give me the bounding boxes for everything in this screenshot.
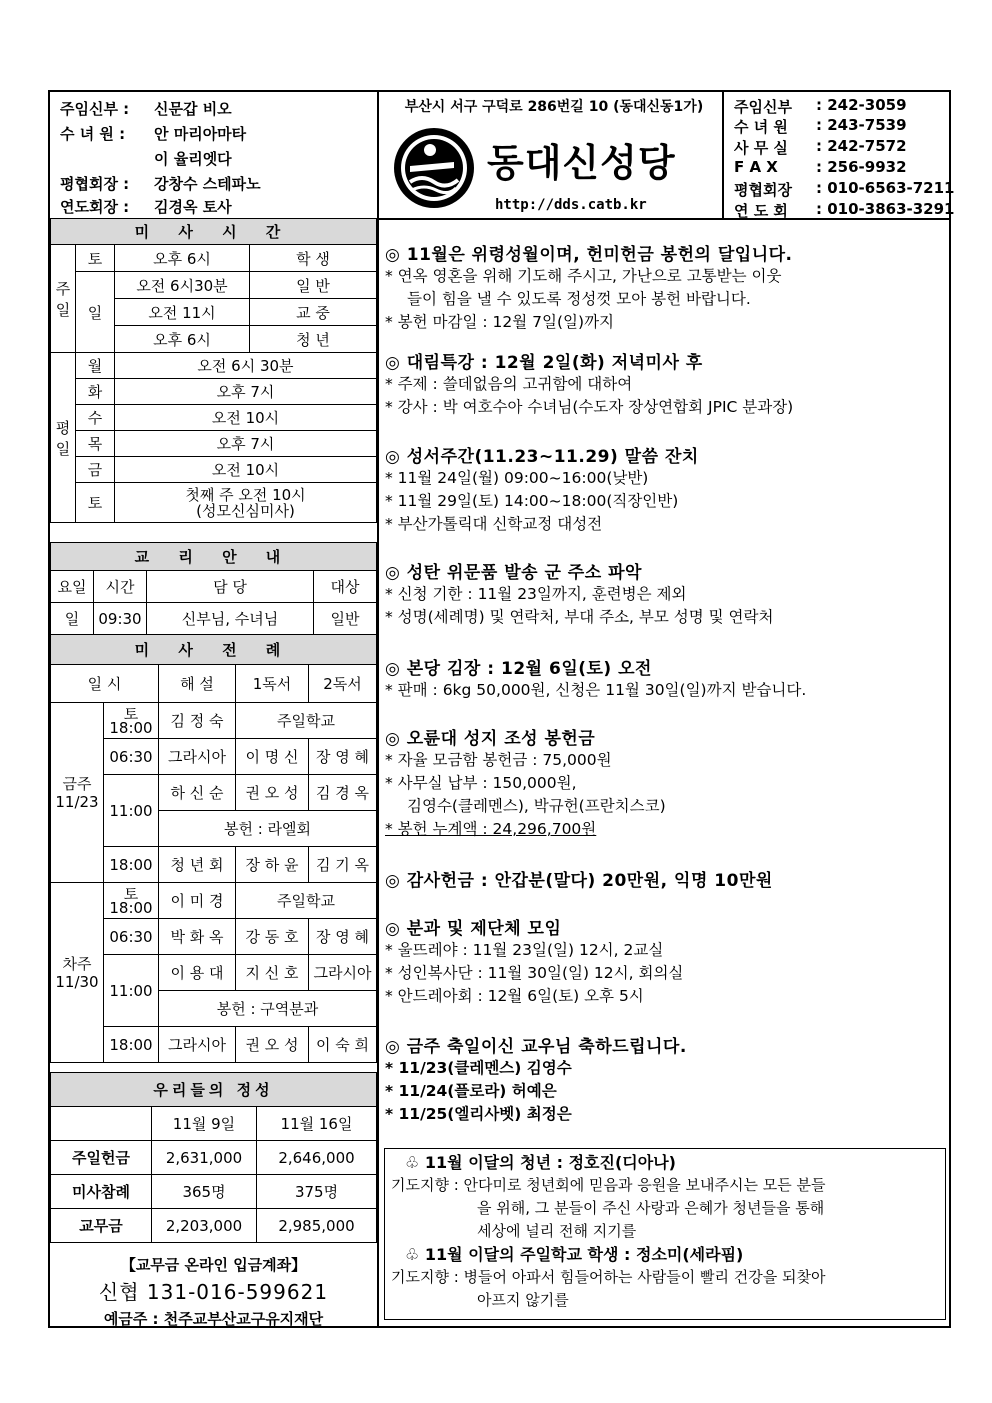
church-title: 동대신성당: [487, 141, 676, 185]
notice-line: * 11/25(엘리사벳) 최정은: [385, 1105, 572, 1123]
notice-title: ◎ 분과 및 제단체 모임: [385, 919, 562, 939]
account-number: 신협 131-016-599621: [98, 1280, 329, 1304]
notice: [385, 558, 950, 629]
cell: 일: [51, 603, 94, 635]
weekday: 토: [76, 483, 115, 523]
notice-line: * 11/24(플로라) 허예은: [385, 1082, 557, 1100]
weekday: 금: [76, 457, 115, 483]
contact-k: 평협회장: [734, 181, 792, 199]
notice-line: * 성명(세례명) 및 연락처, 부대 주소, 부모 성명 및 연락처: [385, 608, 774, 626]
sun-label: 일: [76, 272, 115, 353]
cell: 김 정 숙: [159, 703, 236, 739]
staff-v: 강창수 스테파노: [154, 175, 261, 193]
notice-title: ◎ 성서주간(11.23~11.29) 말씀 잔치: [385, 447, 699, 467]
col-header: 일 시: [51, 665, 159, 703]
contact-v: : 242-7572: [816, 137, 907, 155]
staff-k: 수 녀 원 :: [60, 125, 126, 143]
liturgy-table: [50, 634, 377, 1063]
youth-line: 을 위해, 그 분들이 주신 사랑과 은혜가 청년들을 통해: [477, 1199, 825, 1217]
mass-time: 오전 10시: [115, 457, 377, 483]
cell: 주일학교: [236, 703, 377, 739]
cell: 그라시아: [159, 1027, 236, 1063]
contact-k: 사 무 실: [734, 139, 788, 157]
col-header: 요일: [51, 571, 94, 603]
week-name: 금주: [62, 774, 92, 793]
mass-time: 오후 6시: [115, 245, 250, 272]
doctrine-table: [50, 542, 377, 635]
notice-line: * 성인복사단 : 11월 30일(일) 12시, 회의실: [385, 964, 684, 982]
youth-title: ♧ 11월 이달의 청년 : 정호진(디아나): [405, 1153, 676, 1172]
notice: [385, 348, 950, 419]
mass-group: 교 중: [250, 299, 377, 326]
week-label: [51, 883, 104, 1063]
cell: 김 경 옥: [309, 775, 377, 811]
col-header: 대상: [314, 571, 377, 603]
weekday: 수: [76, 405, 115, 431]
staff-v: 신문갑 비오: [154, 100, 232, 118]
notice-line: * 11월 24일(월) 09:00~16:00(낮반): [385, 469, 649, 487]
mass-time: 오전 6시30분: [115, 272, 250, 299]
offering-table: [50, 1072, 377, 1243]
col-header: 시간: [94, 571, 147, 603]
time: 06:30: [104, 919, 159, 955]
mass-time: 오후 7시: [115, 379, 377, 405]
cell: 2,631,000: [152, 1141, 257, 1175]
cell: 신부님, 수녀님: [147, 603, 314, 635]
notice-line: * 11/23(클레멘스) 김영수: [385, 1059, 572, 1077]
notice-title: ◎ 성탄 위문품 발송 군 주소 파악: [385, 563, 642, 583]
cell: 권 오 성: [236, 775, 309, 811]
bulletin-frame: [48, 90, 955, 1328]
notice-line: 김영수(클레멘스), 박규헌(프란치스코): [407, 797, 666, 815]
offering-title: 우리들의 정성: [51, 1073, 377, 1107]
mass-group: 학 생: [250, 245, 377, 272]
week-date: 11/23: [55, 792, 99, 811]
cell: 강 동 호: [236, 919, 309, 955]
notice-title: ◎ 감사헌금 : 안갑분(말다) 20만원, 익명 10만원: [385, 871, 773, 891]
staff-k: 주임신부 :: [60, 100, 130, 118]
contact-k: 수 녀 원: [734, 118, 788, 136]
staff-v: 김경옥 토사: [154, 198, 232, 216]
cell: 그라시아: [309, 955, 377, 991]
cell: 2,985,000: [257, 1209, 377, 1243]
notice-line: * 사무실 납부 : 150,000원,: [385, 774, 577, 792]
col-header: 2독서: [309, 665, 377, 703]
sat-mark: 토: [123, 704, 139, 723]
youth-box: [384, 1148, 946, 1320]
row-label: 미사참례: [51, 1175, 152, 1209]
account-block: [50, 1252, 377, 1332]
church-logo-icon: [390, 124, 478, 212]
mass-time-sub: (성모신심미사): [196, 501, 295, 520]
church-address: 부산시 서구 구덕로 286번길 10 (동대신동1가): [404, 99, 704, 115]
staff-v: 이 율리엣다: [154, 150, 232, 168]
sat-label: 토: [76, 245, 115, 272]
time: 18:00: [104, 1027, 159, 1063]
cell: 지 신 호: [236, 955, 309, 991]
time: 11:00: [104, 955, 159, 1027]
cell: 2,203,000: [152, 1209, 257, 1243]
row-label: 주일헌금: [51, 1141, 152, 1175]
cell: 365명: [152, 1175, 257, 1209]
notice: [385, 654, 950, 702]
contact-k: F A X: [734, 158, 778, 176]
cell: 이 명 신: [236, 739, 309, 775]
cell: 이 미 경: [159, 883, 236, 919]
notice-title: ◎ 오륜대 성지 조성 봉헌금: [385, 729, 596, 749]
notice-line: * 주제 : 쓸데없음의 고귀함에 대하여: [385, 375, 633, 393]
time-cell: [104, 883, 159, 919]
cell: 하 신 순: [159, 775, 236, 811]
time: 18:00: [109, 718, 153, 737]
notice-line: 들이 힘을 낼 수 있도록 정성껏 모아 봉헌 바랍니다.: [407, 290, 751, 308]
contact-v: : 242-3059: [816, 96, 907, 114]
mass-group: 청 년: [250, 326, 377, 353]
week-date: 11/30: [55, 972, 99, 991]
cell: 김 기 옥: [309, 847, 377, 883]
cell: 박 화 옥: [159, 919, 236, 955]
cell: 청 년 회: [159, 847, 236, 883]
notice-line: * 11월 29일(토) 14:00~18:00(직장인반): [385, 492, 679, 510]
sat-mark: 토: [123, 884, 139, 903]
cell: 일반: [314, 603, 377, 635]
sunday-label: 주일: [51, 245, 76, 353]
cell: 봉헌 : 라엘회: [159, 811, 377, 847]
row-label: 교무금: [51, 1209, 152, 1243]
notice-line: * 안드레아회 : 12월 6일(토) 오후 5시: [385, 987, 644, 1005]
mass-time: [115, 483, 377, 523]
staff-k: 평협회장 :: [60, 175, 130, 193]
cell: 권 오 성: [236, 1027, 309, 1063]
mass-time: 오전 11시: [115, 299, 250, 326]
week-name: 차주: [62, 954, 92, 973]
header: [50, 92, 955, 220]
notice-title: ◎ 11월은 위령성월이며, 헌미헌금 봉헌의 달입니다.: [385, 245, 793, 265]
mass-time-main: 첫째 주 오전 10시: [185, 485, 306, 504]
col-header: 해 설: [159, 665, 236, 703]
notice-line: * 부산가톨릭대 신학교정 대성전: [385, 515, 603, 533]
notice: [385, 866, 950, 891]
cell: 장 영 혜: [309, 919, 377, 955]
contact-v: : 243-7539: [816, 116, 907, 134]
notice-line: * 판매 : 6kg 50,000원, 신청은 11월 30일(일)까지 받습니다.: [385, 681, 807, 699]
notice: [385, 724, 950, 841]
notice-line: * 연옥 영혼을 위해 기도해 주시고, 가난으로 고통받는 이웃: [385, 267, 782, 285]
contact-v: : 010-6563-7211: [816, 179, 955, 197]
youth-line: 기도지향 : 안다미로 청년회에 믿음과 응원을 보내주시는 모든 분들: [391, 1176, 826, 1194]
notice-line: * 봉헌 누계액 : 24,296,700원: [385, 820, 597, 838]
notice-line: * 봉헌 마감일 : 12월 7일(일)까지: [385, 313, 615, 331]
youth-line: 세상에 널리 전해 지기를: [477, 1222, 637, 1240]
notice: [385, 914, 950, 1008]
col-header: 11월 16일: [257, 1107, 377, 1141]
col-header: 1독서: [236, 665, 309, 703]
time: 06:30: [104, 739, 159, 775]
left-column: [50, 218, 377, 1326]
notice-title: ◎ 대림특강 : 12월 2일(화) 저녁미사 후: [385, 353, 703, 373]
contact-k: 연 도 회: [734, 202, 788, 220]
notice-line: * 신청 기한 : 11월 23일까지, 훈련병은 제외: [385, 585, 687, 603]
notice: [385, 442, 950, 536]
col-header: 11월 9일: [152, 1107, 257, 1141]
mass-time: 오전 6시 30분: [115, 353, 377, 379]
weekday: 화: [76, 379, 115, 405]
time-cell: [104, 703, 159, 739]
mass-title: 미 사 시 간: [51, 219, 377, 245]
cell: 이 용 대: [159, 955, 236, 991]
account-holder: 예금주 : 천주교부산교구유지재단: [103, 1310, 324, 1328]
cell: 장 하 윤: [236, 847, 309, 883]
weekday: 월: [76, 353, 115, 379]
time: 11:00: [104, 775, 159, 847]
contact-k: 주임신부: [734, 98, 792, 116]
cell: 이 숙 희: [309, 1027, 377, 1063]
notice: [385, 240, 950, 334]
time: 18:00: [109, 898, 153, 917]
cell: 그라시아: [159, 739, 236, 775]
notice-title: ◎ 금주 축일이신 교우님 축하드립니다.: [385, 1037, 687, 1057]
cell: 2,646,000: [257, 1141, 377, 1175]
staff-k: 연도회장 :: [60, 198, 130, 216]
cell: 375명: [257, 1175, 377, 1209]
staff-v: 안 마리아마타: [154, 125, 247, 143]
notice-title: ◎ 본당 김장 : 12월 6일(토) 오전: [385, 659, 652, 679]
mass-group: 일 반: [250, 272, 377, 299]
cell: 09:30: [94, 603, 147, 635]
contact-v: : 256-9932: [816, 158, 907, 176]
account-title: 【교무금 온라인 입금계좌】: [120, 1256, 307, 1274]
col-header: 담 당: [147, 571, 314, 603]
doctrine-title: 교 리 안 내: [51, 543, 377, 571]
mass-time: 오후 6시: [115, 326, 250, 353]
youth-title: ♧ 11월 이달의 주일학교 학생 : 정소미(세라핌): [405, 1245, 744, 1264]
weekday-label: 평일: [51, 353, 76, 523]
cell: 주일학교: [236, 883, 377, 919]
cell: 봉헌 : 구역분과: [159, 991, 377, 1027]
mass-times-table: [50, 218, 377, 523]
contact-v: : 010-3863-3291: [816, 200, 955, 218]
week-label: [51, 703, 104, 883]
notice-line: * 자율 모금함 봉헌금 : 75,000원: [385, 751, 612, 769]
notice-line: * 강사 : 박 여호수아 수녀님(수도자 장상연합회 JPIC 분과장): [385, 398, 794, 416]
liturgy-title: 미 사 전 례: [51, 635, 377, 665]
mass-time: 오전 10시: [115, 405, 377, 431]
church-url[interactable]: http://dds.catb.kr: [495, 197, 647, 213]
notice: [385, 1032, 950, 1126]
notice-line: * 울뜨레야 : 11월 23일(일) 12시, 2교실: [385, 941, 664, 959]
weekday: 목: [76, 431, 115, 457]
youth-line: 아프지 않기를: [477, 1291, 569, 1309]
time: 18:00: [104, 847, 159, 883]
cell: 장 영 혜: [309, 739, 377, 775]
youth-line: 기도지향 : 병들어 아파서 힘들어하는 사람들이 빨리 건강을 되찾아: [391, 1268, 826, 1286]
mass-time: 오후 7시: [115, 431, 377, 457]
